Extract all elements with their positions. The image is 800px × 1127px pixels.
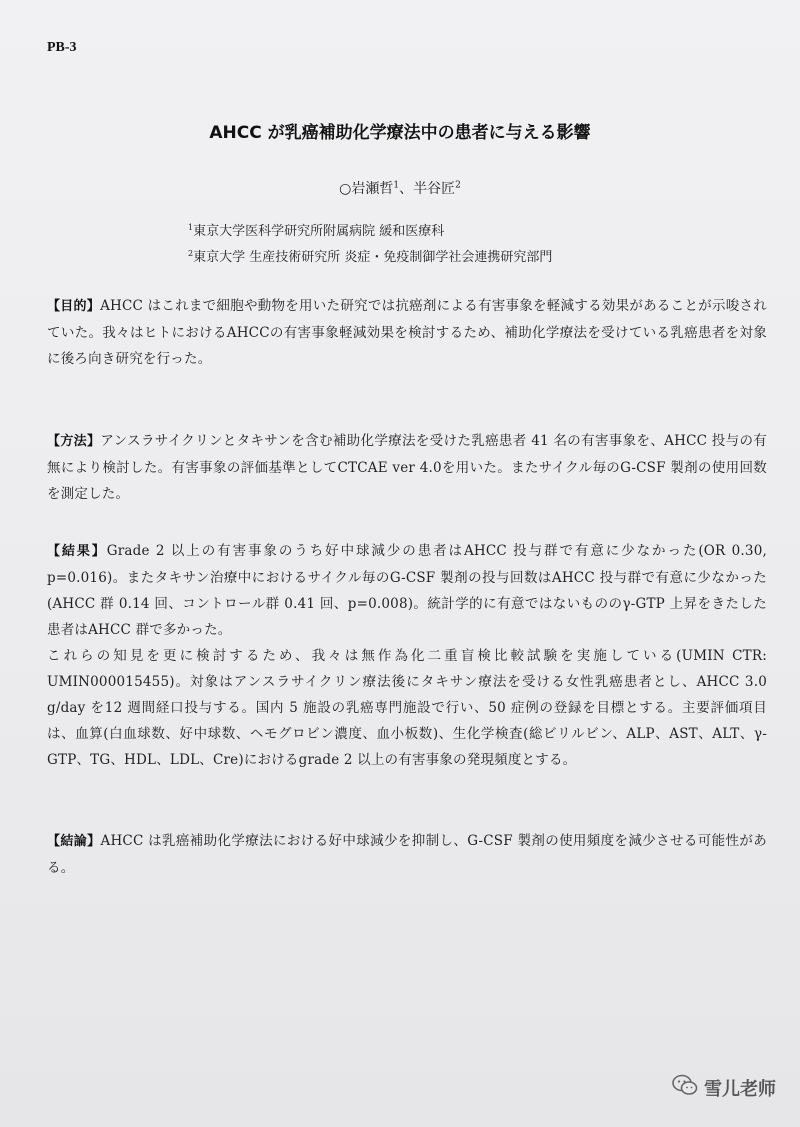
section-conclusion-text: AHCC は乳癌補助化学療法における好中球減少を抑制し、G-CSF 製剤の使用頻度を減少させる可能性がある。 [47, 833, 767, 876]
section-result-label: 【結果】 [47, 544, 107, 559]
wechat-icon [672, 1074, 698, 1101]
author-1: ○岩瀬哲 [339, 181, 394, 197]
section-purpose [47, 293, 767, 372]
authors-line [0, 178, 800, 198]
section-method-label: 【方法】 [47, 434, 101, 449]
paper-title: AHCC が乳癌補助化学療法中の患者に与える影響 [209, 123, 591, 143]
section-conclusion [47, 828, 767, 881]
watermark-text: 雪儿老师 [704, 1078, 776, 1100]
author-separator: 、 [399, 181, 414, 197]
author-2: 半谷匠 [413, 181, 456, 197]
affiliation-1-num: 1 [188, 223, 194, 232]
section-conclusion-label: 【結論】 [47, 834, 101, 849]
section-result-para-1 [47, 538, 767, 643]
section-purpose-text: AHCC はこれまで細胞や動物を用いた研究では抗癌剤による有害事象を軽減する効果があることが示唆されていた。我々はヒトにおけるAHCCの有害事象軽減効果を検討するため、補助化学療法を受けている乳癌患者を対象に後ろ向き研究を行った。 [47, 298, 767, 367]
affiliation-1-text: 東京大学医科学研究所附属病院 緩和医療科 [193, 224, 445, 239]
section-method-text: アンスラサイクリンとタキサンを含む補助化学療法を受けた乳癌患者 41 名の有害事象を、AHCC 投与の有無により検討した。有害事象の評価基準としてCTCAE ver 4.0を用いた。またサイクル毎のG-CSF 製剤の使用回数を測定した。 [47, 433, 767, 502]
affiliation-2 [188, 243, 552, 269]
affiliation-2-num: 2 [188, 249, 194, 258]
section-result-text: Grade 2 以上の有害事象のうち好中球減少の患者はAHCC 投与群で有意に少なかった(OR 0.30, p=0.016)。またタキサン治療中におけるサイクル毎のG-CSF 製剤の投与回数はAHCC 投与群で有意に少なかった(AHCC 群 0.14 回、コントロール群 0.41 回、p=0.008)。統計学的に有意ではないもののγ-GTP 上昇をきたした患者はAHCC 群で多かった。 [47, 543, 767, 638]
section-result [47, 538, 767, 773]
author-1-affil-sup: 1 [393, 180, 400, 191]
author-2-affil-sup: 2 [455, 180, 461, 191]
affiliations [188, 217, 552, 269]
section-method [47, 428, 767, 507]
affiliation-2-text: 東京大学 生産技術研究所 炎症・免疫制御学社会連携研究部門 [193, 250, 553, 265]
section-purpose-label: 【目的】 [47, 299, 101, 314]
affiliation-1 [188, 217, 552, 243]
page-code: PB-3 [47, 40, 77, 55]
section-result-para-2: これらの知見を更に検討するため、我々は無作為化二重盲検比較試験を実施している(UMIN CTR: UMIN000015455)。対象はアンスラサイクリン療法後にタキサン療法を受ける女性乳癌患者とし、AHCC 3.0 g/day を12 週間経口投与する。国内 5 施設の乳癌専門施設で行い、50 症例の登録を目標とする。主要評価項目は、血算(白血球数、好中球数、ヘモグロビン濃度、血小板数)、生化学検査(総ビリルビン、ALP、AST、ALT、γ-GTP、TG、HDL、LDL、Cre)におけるgrade 2 以上の有害事象の発現頻度とする。 [47, 648, 767, 768]
watermark [672, 1074, 776, 1101]
